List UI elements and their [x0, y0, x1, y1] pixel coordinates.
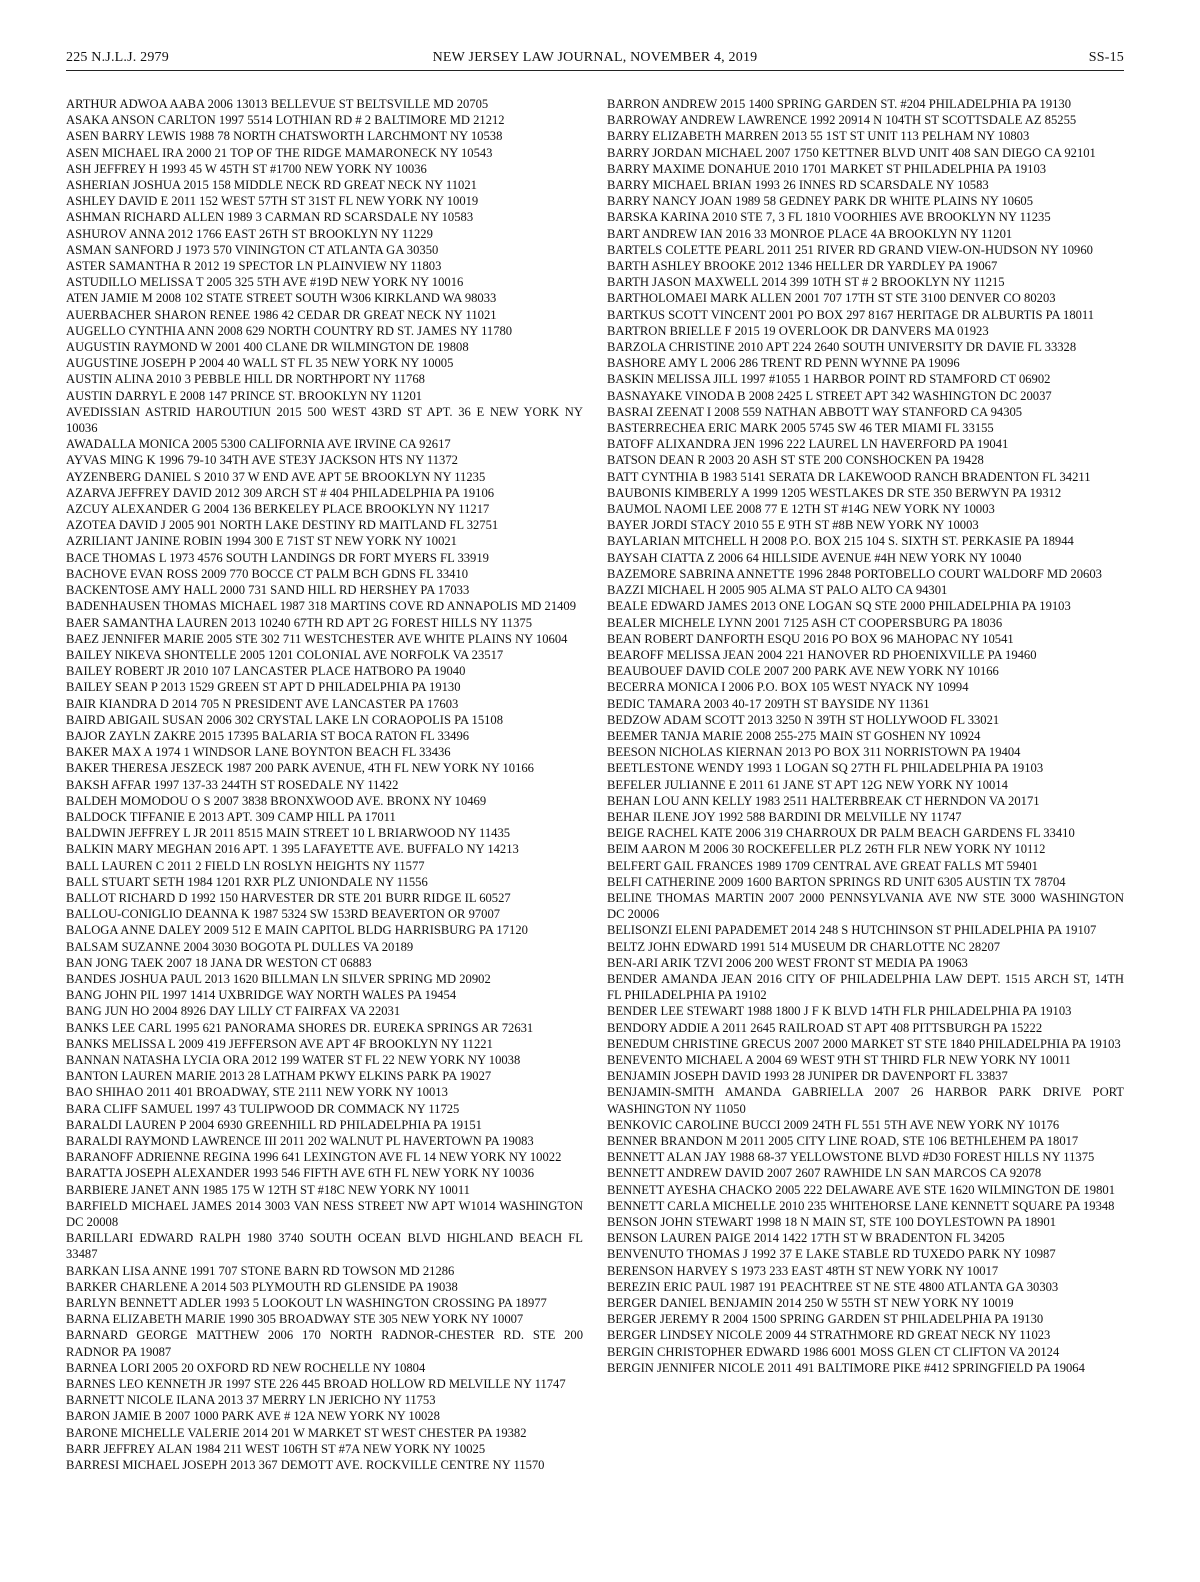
attorney-listing-entry: ASHMAN RICHARD ALLEN 1989 3 CARMAN RD SCARSDALE NY 10583: [66, 210, 474, 225]
attorney-listing-entry: BEIGE RACHEL KATE 2006 319 CHARROUX DR PALM BEACH GARDENS FL 33410: [607, 826, 1075, 841]
attorney-listing-entry: BARALDI RAYMOND LAWRENCE III 2011 202 WALNUT PL HAVERTOWN PA 19083: [66, 1134, 534, 1148]
attorney-listing-entry: BARNA ELIZABETH MARIE 1990 305 BROADWAY STE 305 NEW YORK NY 10007: [66, 1312, 524, 1327]
attorney-listing-entry: BARR JEFFREY ALAN 1984 211 WEST 106TH ST #7A NEW YORK NY 10025: [66, 1441, 486, 1456]
attorney-listing-entry: BERGER LINDSEY NICOLE 2009 44 STRATHMORE RD GREAT NECK NY 11023: [607, 1328, 1051, 1343]
attorney-listing-entry: BART ANDREW IAN 2016 33 MONROE PLACE 4A BROOKLYN NY 11201: [607, 226, 1013, 241]
attorney-listing-entry: BAILEY ROBERT JR 2010 107 LANCASTER PLACE HATBORO PA 19040: [66, 664, 466, 679]
attorney-listing-entry: BENNETT AYESHA CHACKO 2005 222 DELAWARE AVE STE 1620 WILMINGTON DE 19801: [607, 1182, 1115, 1197]
attorney-listing-entry: AUGUSTIN RAYMOND W 2001 400 CLANE DR WILMINGTON DE 19808: [66, 340, 469, 355]
attorney-listing-entry: BEDZOW ADAM SCOTT 2013 3250 N 39TH ST HOLLYWOOD FL 33021: [607, 712, 1000, 727]
attorney-listing-entry: BERENSON HARVEY S 1973 233 EAST 48TH ST NEW YORK NY 10017: [607, 1263, 999, 1278]
attorney-listing-entry: BEIM AARON M 2006 30 ROCKEFELLER PLZ 26TH FLR NEW YORK NY 10112: [607, 842, 1046, 857]
citation: 225 N.J.L.J. 2979: [66, 50, 169, 65]
attorney-listing-entry: BARALDI LAUREN P 2004 6930 GREENHILL RD PHILADELPHIA PA 19151: [66, 1117, 482, 1132]
attorney-listing-entry: AZOTEA DAVID J 2005 901 NORTH LAKE DESTINY RD MAITLAND FL 32751: [66, 518, 499, 533]
attorney-listing-entry: BARNEA LORI 2005 20 OXFORD RD NEW ROCHELLE NY 10804: [66, 1360, 426, 1375]
attorney-listing-entry: BENJAMIN JOSEPH DAVID 1993 28 JUNIPER DR DAVENPORT FL 33837: [607, 1069, 1008, 1084]
attorney-listing-entry: BARA CLIFF SAMUEL 1997 43 TULIPWOOD DR COMMACK NY 11725: [66, 1101, 460, 1116]
attorney-listing-entry: BENNETT ALAN JAY 1988 68-37 YELLOWSTONE BLVD #D30 FOREST HILLS NY 11375: [607, 1150, 1095, 1165]
attorney-listing-entry: BALLOU-CONIGLIO DEANNA K 1987 5324 SW 153RD BEAVERTON OR 97007: [66, 907, 501, 922]
attorney-listing-entry: BARRY MICHAEL BRIAN 1993 26 INNES RD SCARSDALE NY 10583: [607, 178, 989, 193]
attorney-listing-entry: BAJOR ZAYLN ZAKRE 2015 17395 BALARIA ST BOCA RATON FL 33496: [66, 728, 470, 743]
attorney-listing-entry: BARILLARI EDWARD RALPH 1980 3740 SOUTH OCEAN BLVD HIGHLAND BEACH FL 33487: [66, 1231, 583, 1262]
attorney-listing-entry: ATEN JAMIE M 2008 102 STATE STREET SOUTH W306 KIRKLAND WA 98033: [66, 291, 497, 306]
attorney-listing-entry: BEDIC TAMARA 2003 40-17 209TH ST BAYSIDE NY 11361: [607, 696, 930, 711]
attorney-listing-entry: BENDER LEE STEWART 1988 1800 J F K BLVD 14TH FLR PHILADELPHIA PA 19103: [607, 1004, 1072, 1019]
attorney-listing-entry: BENSON LAUREN PAIGE 2014 1422 17TH ST W BRADENTON FL 34205: [607, 1231, 1005, 1246]
attorney-listing-entry: BALDEH MOMODOU O S 2007 3838 BRONXWOOD AVE. BRONX NY 10469: [66, 793, 487, 808]
publication-title: NEW JERSEY LAW JOURNAL, NOVEMBER 4, 2019: [432, 50, 758, 65]
attorney-listing-entry: BAKSH AFFAR 1997 137-33 244TH ST ROSEDALE NY 11422: [66, 777, 399, 792]
attorney-listing-entry: BAUBONIS KIMBERLY A 1999 1205 WESTLAKES DR STE 350 BERWYN PA 19312: [607, 485, 1062, 500]
right-column: [607, 96, 1124, 1546]
attorney-listing-entry: ASEN BARRY LEWIS 1988 78 NORTH CHATSWORTH LARCHMONT NY 10538: [66, 129, 503, 144]
attorney-listing-entry: BARTKUS SCOTT VINCENT 2001 PO BOX 297 8167 HERITAGE DR ALBURTIS PA 18011: [607, 307, 1095, 322]
attorney-listing-entry: BELINE THOMAS MARTIN 2007 2000 PENNSYLVANIA AVE NW STE 3000 WASHINGTON DC 20006: [607, 890, 1124, 922]
attorney-listing-entry: BASHORE AMY L 2006 286 TRENT RD PENN WYNNE PA 19096: [607, 356, 960, 371]
attorney-listing-entry: BENNETT ANDREW DAVID 2007 2607 RAWHIDE LN SAN MARCOS CA 92078: [607, 1166, 1042, 1181]
attorney-listing-entry: ASHERIAN JOSHUA 2015 158 MIDDLE NECK RD GREAT NECK NY 11021: [66, 178, 477, 193]
attorney-listing-entry: BANG JOHN PIL 1997 1414 UXBRIDGE WAY NORTH WALES PA 19454: [66, 988, 457, 1003]
attorney-listing-entry: BALSAM SUZANNE 2004 3030 BOGOTA PL DULLES VA 20189: [66, 939, 414, 954]
attorney-listing-entry: BARNARD GEORGE MATTHEW 2006 170 NORTH RADNOR-CHESTER RD. STE 200 RADNOR PA 19087: [66, 1328, 583, 1359]
attorney-listing-entry: ARTHUR ADWOA AABA 2006 13013 BELLEVUE ST BELTSVILLE MD 20705: [66, 97, 489, 111]
attorney-listing-entry: BARKER CHARLENE A 2014 503 PLYMOUTH RD GLENSIDE PA 19038: [66, 1279, 458, 1294]
attorney-listing-entry: BAZZI MICHAEL H 2005 905 ALMA ST PALO ALTO CA 94301: [607, 583, 948, 598]
attorney-listing-entry: BASTERRECHEA ERIC MARK 2005 5745 SW 46 TER MIAMI FL 33155: [607, 421, 994, 436]
attorney-listing-entry: BANNAN NATASHA LYCIA ORA 2012 199 WATER ST FL 22 NEW YORK NY 10038: [66, 1052, 521, 1067]
attorney-listing-entry: BARTELS COLETTE PEARL 2011 251 RIVER RD GRAND VIEW-ON-HUDSON NY 10960: [607, 242, 1093, 257]
attorney-listing-entry: AZRILIANT JANINE ROBIN 1994 300 E 71ST ST NEW YORK NY 10021: [66, 534, 457, 549]
attorney-listing-entry: BARONE MICHELLE VALERIE 2014 201 W MARKET ST WEST CHESTER PA 19382: [66, 1425, 527, 1440]
attorney-listing-entry: BARRY JORDAN MICHAEL 2007 1750 KETTNER BLVD UNIT 408 SAN DIEGO CA 92101: [607, 145, 1096, 160]
attorney-listing-entry: BERGER DANIEL BENJAMIN 2014 250 W 55TH ST NEW YORK NY 10019: [607, 1296, 1014, 1311]
attorney-listing-entry: BARRON ANDREW 2015 1400 SPRING GARDEN ST. #204 PHILADELPHIA PA 19130: [607, 97, 1072, 111]
attorney-listing-entry: AYVAS MING K 1996 79-10 34TH AVE STE3Y JACKSON HTS NY 11372: [66, 453, 458, 468]
attorney-listing-entry: BATSON DEAN R 2003 20 ASH ST STE 200 CONSHOCKEN PA 19428: [607, 453, 984, 468]
attorney-listing-entry: BARANOFF ADRIENNE REGINA 1996 641 LEXINGTON AVE FL 14 NEW YORK NY 10022: [66, 1150, 562, 1165]
attorney-listing-entry: BEALE EDWARD JAMES 2013 ONE LOGAN SQ STE 2000 PHILADELPHIA PA 19103: [607, 599, 1071, 614]
attorney-listing-entry: BERGER JEREMY R 2004 1500 SPRING GARDEN ST PHILADELPHIA PA 19130: [607, 1312, 1044, 1327]
attorney-listing-entry: BARSKA KARINA 2010 STE 7, 3 FL 1810 VOORHIES AVE BROOKLYN NY 11235: [607, 210, 1051, 225]
attorney-listing-entry: BARFIELD MICHAEL JAMES 2014 3003 VAN NESS STREET NW APT W1014 WASHINGTON DC 20008: [66, 1198, 583, 1230]
attorney-listing-entry: BEAUBOUEF DAVID COLE 2007 200 PARK AVE NEW YORK NY 10166: [607, 664, 999, 679]
attorney-listing-entry: BALLOT RICHARD D 1992 150 HARVESTER DR STE 201 BURR RIDGE IL 60527: [66, 890, 511, 905]
attorney-listing-entry: BAILEY SEAN P 2013 1529 GREEN ST APT D PHILADELPHIA PA 19130: [66, 680, 461, 695]
attorney-listing-entry: BELFI CATHERINE 2009 1600 BARTON SPRINGS RD UNIT 6305 AUSTIN TX 78704: [607, 874, 1066, 889]
attorney-listing-entry: BEHAR ILENE JOY 1992 588 BARDINI DR MELVILLE NY 11747: [607, 809, 962, 824]
attorney-listing-entry: BELFERT GAIL FRANCES 1989 1709 CENTRAL AVE GREAT FALLS MT 59401: [607, 858, 1038, 873]
attorney-listing-entry: BAO SHIHAO 2011 401 BROADWAY, STE 2111 NEW YORK NY 10013: [66, 1085, 448, 1100]
attorney-listing-entry: ASTER SAMANTHA R 2012 19 SPECTOR LN PLAINVIEW NY 11803: [66, 259, 442, 274]
attorney-listing-entry: BEESON NICHOLAS KIERNAN 2013 PO BOX 311 NORRISTOWN PA 19404: [607, 745, 1021, 760]
attorney-listing-entry: BENSON JOHN STEWART 1998 18 N MAIN ST, STE 100 DOYLESTOWN PA 18901: [607, 1215, 1057, 1230]
attorney-listing-entry: BENVENUTO THOMAS J 1992 37 E LAKE STABLE RD TUXEDO PARK NY 10987: [607, 1247, 1056, 1262]
attorney-listing-entry: BARON JAMIE B 2007 1000 PARK AVE # 12A NEW YORK NY 10028: [66, 1409, 440, 1424]
page-number: SS-15: [1088, 50, 1124, 65]
attorney-listing-entry: BANKS MELISSA L 2009 419 JEFFERSON AVE APT 4F BROOKLYN NY 11221: [66, 1036, 493, 1051]
attorney-listing-entry: BAYLARIAN MITCHELL H 2008 P.O. BOX 215 104 S. SIXTH ST. PERKASIE PA 18944: [607, 534, 1074, 549]
attorney-listing-entry: AZCUY ALEXANDER G 2004 136 BERKELEY PLACE BROOKLYN NY 11217: [66, 502, 490, 517]
attorney-listing-entry: BAN JONG TAEK 2007 18 JANA DR WESTON CT 06883: [66, 955, 372, 970]
left-column: [66, 96, 583, 1546]
attorney-listing-entry: BEFELER JULIANNE E 2011 61 JANE ST APT 12G NEW YORK NY 10014: [607, 777, 1008, 792]
attorney-listing-entry: AWADALLA MONICA 2005 5300 CALIFORNIA AVE IRVINE CA 92617: [66, 437, 451, 452]
attorney-listing-entry: BEETLESTONE WENDY 1993 1 LOGAN SQ 27TH FL PHILADELPHIA PA 19103: [607, 761, 1044, 776]
attorney-listing-entry: BAYER JORDI STACY 2010 55 E 9TH ST #8B NEW YORK NY 10003: [607, 518, 979, 533]
attorney-listing-entry: BERGIN JENNIFER NICOLE 2011 491 BALTIMORE PIKE #412 SPRINGFIELD PA 19064: [607, 1360, 1085, 1375]
attorney-listing-entry: BARTRON BRIELLE F 2015 19 OVERLOOK DR DANVERS MA 01923: [607, 323, 989, 338]
attorney-listing-entry: BARNETT NICOLE ILANA 2013 37 MERRY LN JERICHO NY 11753: [66, 1393, 436, 1408]
attorney-listing-entry: BALDWIN JEFFREY L JR 2011 8515 MAIN STREET 10 L BRIARWOOD NY 11435: [66, 826, 511, 841]
attorney-listing-entry: BEREZIN ERIC PAUL 1987 191 PEACHTREE ST NE STE 4800 ATLANTA GA 30303: [607, 1279, 1059, 1294]
attorney-listing-entry: BANTON LAUREN MARIE 2013 28 LATHAM PKWY ELKINS PARK PA 19027: [66, 1069, 492, 1084]
attorney-listing-entry: BARNES LEO KENNETH JR 1997 STE 226 445 BROAD HOLLOW RD MELVILLE NY 11747: [66, 1377, 566, 1392]
attorney-listing-entry: BENNER BRANDON M 2011 2005 CITY LINE ROAD, STE 106 BETHLEHEM PA 18017: [607, 1134, 1079, 1148]
attorney-listing-entry: BARRY NANCY JOAN 1989 58 GEDNEY PARK DR WHITE PLAINS NY 10605: [607, 194, 1033, 209]
attorney-listing-entry: BENKOVIC CAROLINE BUCCI 2009 24TH FL 551 5TH AVE NEW YORK NY 10176: [607, 1117, 1060, 1132]
attorney-listing-entry: BAUMOL NAOMI LEE 2008 77 E 12TH ST #14G NEW YORK NY 10003: [607, 502, 995, 517]
attorney-listing-entry: ASEN MICHAEL IRA 2000 21 TOP OF THE RIDGE MAMARONECK NY 10543: [66, 145, 493, 160]
attorney-listing-entry: ASHUROV ANNA 2012 1766 EAST 26TH ST BROOKLYN NY 11229: [66, 226, 433, 241]
attorney-listing-entry: BAZEMORE SABRINA ANNETTE 1996 2848 PORTOBELLO COURT WALDORF MD 20603: [607, 566, 1102, 581]
attorney-listing-entry: BEALER MICHELE LYNN 2001 7125 ASH CT COOPERSBURG PA 18036: [607, 615, 1003, 630]
attorney-listing-entry: BANDES JOSHUA PAUL 2013 1620 BILLMAN LN SILVER SPRING MD 20902: [66, 971, 491, 986]
attorney-listing-entry: BADENHAUSEN THOMAS MICHAEL 1987 318 MARTINS COVE RD ANNAPOLIS MD 21409: [66, 599, 577, 614]
attorney-listing-entry: BARBIERE JANET ANN 1985 175 W 12TH ST #18C NEW YORK NY 10011: [66, 1182, 470, 1197]
attorney-listing-entry: AUSTIN ALINA 2010 3 PEBBLE HILL DR NORTHPORT NY 11768: [66, 372, 425, 387]
attorney-listing-entry: BARRY MAXIME DONAHUE 2010 1701 MARKET ST PHILADELPHIA PA 19103: [607, 161, 1047, 176]
attorney-listing-entry: BALL LAUREN C 2011 2 FIELD LN ROSLYN HEIGHTS NY 11577: [66, 858, 425, 873]
attorney-listing-entry: AUERBACHER SHARON RENEE 1986 42 CEDAR DR GREAT NECK NY 11021: [66, 307, 497, 322]
attorney-listing-entry: BALKIN MARY MEGHAN 2016 APT. 1 395 LAFAYETTE AVE. BUFFALO NY 14213: [66, 842, 519, 857]
attorney-listing-entry: BARKAN LISA ANNE 1991 707 STONE BARN RD TOWSON MD 21286: [66, 1263, 455, 1278]
attorney-listing-entry: BARTH JASON MAXWELL 2014 399 10TH ST # 2 BROOKLYN NY 11215: [607, 275, 1005, 290]
attorney-listing-entry: AYZENBERG DANIEL S 2010 37 W END AVE APT 5E BROOKLYN NY 11235: [66, 469, 486, 484]
attorney-listing-entry: BEN-ARI ARIK TZVI 2006 200 WEST FRONT ST MEDIA PA 19063: [607, 955, 968, 970]
attorney-listing-entry: ASHLEY DAVID E 2011 152 WEST 57TH ST 31ST FL NEW YORK NY 10019: [66, 194, 479, 209]
attorney-listing-entry: BARTH ASHLEY BROOKE 2012 1346 HELLER DR YARDLEY PA 19067: [607, 259, 998, 274]
attorney-listing-entry: BACE THOMAS L 1973 4576 SOUTH LANDINGS DR FORT MYERS FL 33919: [66, 550, 489, 565]
attorney-listing-entry: BENDORY ADDIE A 2011 2645 RAILROAD ST APT 408 PITTSBURGH PA 15222: [607, 1020, 1043, 1035]
attorney-listing-entry: BAIR KIANDRA D 2014 705 N PRESIDENT AVE LANCASTER PA 17603: [66, 696, 459, 711]
attorney-listing-entry: ASTUDILLO MELISSA T 2005 325 5TH AVE #19D NEW YORK NY 10016: [66, 275, 464, 290]
attorney-listing-entry: BENDER AMANDA JEAN 2016 CITY OF PHILADELPHIA LAW DEPT. 1515 ARCH ST, 14TH FL PHILADELPHIA PA 19102: [607, 971, 1124, 1003]
attorney-listing-entry: AUGELLO CYNTHIA ANN 2008 629 NORTH COUNTRY RD ST. JAMES NY 11780: [66, 323, 513, 338]
attorney-listing-entry: BENEDUM CHRISTINE GRECUS 2007 2000 MARKET ST STE 1840 PHILADELPHIA PA 19103: [607, 1036, 1121, 1051]
attorney-listing-entry: BAYSAH CIATTA Z 2006 64 HILLSIDE AVENUE #4H NEW YORK NY 10040: [607, 550, 1022, 565]
attorney-listing-entry: BASKIN MELISSA JILL 1997 #1055 1 HARBOR POINT RD STAMFORD CT 06902: [607, 372, 1051, 387]
attorney-listing-entry: BARROWAY ANDREW LAWRENCE 1992 20914 N 104TH ST SCOTTSDALE AZ 85255: [607, 113, 1077, 128]
attorney-listing-entry: BANG JUN HO 2004 8926 DAY LILLY CT FAIRFAX VA 22031: [66, 1004, 401, 1019]
attorney-listing-entry: BALL STUART SETH 1984 1201 RXR PLZ UNIONDALE NY 11556: [66, 874, 428, 889]
attorney-listing-entry: BEAN ROBERT DANFORTH ESQU 2016 PO BOX 96 MAHOPAC NY 10541: [607, 631, 1014, 646]
attorney-listing-entry: BARLYN BENNETT ADLER 1993 5 LOOKOUT LN WASHINGTON CROSSING PA 18977: [66, 1296, 547, 1311]
attorney-listing-entry: BAEZ JENNIFER MARIE 2005 STE 302 711 WESTCHESTER AVE WHITE PLAINS NY 10604: [66, 631, 568, 646]
attorney-listing-entry: BASRAI ZEENAT I 2008 559 NATHAN ABBOTT WAY STANFORD CA 94305: [607, 404, 1023, 419]
attorney-listing-entry: BAKER MAX A 1974 1 WINDSOR LANE BOYNTON BEACH FL 33436: [66, 745, 451, 760]
attorney-listing-entry: BATOFF ALIXANDRA JEN 1996 222 LAUREL LN HAVERFORD PA 19041: [607, 437, 1009, 452]
attorney-listing-entry: BANKS LEE CARL 1995 621 PANORAMA SHORES DR. EUREKA SPRINGS AR 72631: [66, 1020, 534, 1035]
attorney-listing-entry: BALOGA ANNE DALEY 2009 512 E MAIN CAPITOL BLDG HARRISBURG PA 17120: [66, 923, 528, 938]
attorney-listing-entry: BENJAMIN-SMITH AMANDA GABRIELLA 2007 26 HARBOR PARK DRIVE PORT WASHINGTON NY 11050: [607, 1085, 1124, 1116]
attorney-listing-entry: BARTHOLOMAEI MARK ALLEN 2001 707 17TH ST STE 3100 DENVER CO 80203: [607, 291, 1056, 306]
attorney-listing-entry: BELISONZI ELENI PAPADEMET 2014 248 S HUTCHINSON ST PHILADELPHIA PA 19107: [607, 923, 1097, 938]
attorney-listing-entry: BAILEY NIKEVA SHONTELLE 2005 1201 COLONIAL AVE NORFOLK VA 23517: [66, 647, 504, 662]
attorney-listing-entry: BARRY ELIZABETH MARREN 2013 55 1ST ST UNIT 113 PELHAM NY 10803: [607, 129, 1030, 144]
attorney-listing-entry: BARATTA JOSEPH ALEXANDER 1993 546 FIFTH AVE 6TH FL NEW YORK NY 10036: [66, 1166, 535, 1181]
attorney-listing-entry: AVEDISSIAN ASTRID HAROUTIUN 2015 500 WEST 43RD ST APT. 36 E NEW YORK NY 10036: [66, 404, 583, 436]
attorney-listing-entry: AZARVA JEFFREY DAVID 2012 309 ARCH ST # 404 PHILADELPHIA PA 19106: [66, 485, 495, 500]
attorney-listing-entry: BACKENTOSE AMY HALL 2000 731 SAND HILL RD HERSHEY PA 17033: [66, 583, 470, 598]
attorney-listing-entry: BARRESI MICHAEL JOSEPH 2013 367 DEMOTT AVE. ROCKVILLE CENTRE NY 11570: [66, 1458, 545, 1473]
attorney-listing-entry: BERGIN CHRISTOPHER EDWARD 1986 6001 MOSS GLEN CT CLIFTON VA 20124: [607, 1344, 1060, 1359]
attorney-listing-entry: BEAROFF MELISSA JEAN 2004 221 HANOVER RD PHOENIXVILLE PA 19460: [607, 647, 1037, 662]
attorney-listing-entry: BASNAYAKE VINODA B 2008 2425 L STREET APT 342 WASHINGTON DC 20037: [607, 388, 1052, 403]
attorney-listing-entry: BATT CYNTHIA B 1983 5141 SERATA DR LAKEWOOD RANCH BRADENTON FL 34211: [607, 469, 1091, 484]
attorney-listing-entry: BALDOCK TIFFANIE E 2013 APT. 309 CAMP HILL PA 17011: [66, 809, 396, 824]
attorney-listing-entry: BENEVENTO MICHAEL A 2004 69 WEST 9TH ST THIRD FLR NEW YORK NY 10011: [607, 1052, 1071, 1067]
attorney-listing-entry: ASH JEFFREY H 1993 45 W 45TH ST #1700 NEW YORK NY 10036: [66, 161, 427, 176]
attorney-listing-entry: BEEMER TANJA MARIE 2008 255-275 MAIN ST GOSHEN NY 10924: [607, 728, 981, 743]
attorney-listing-entry: BAIRD ABIGAIL SUSAN 2006 302 CRYSTAL LAKE LN CORAOPOLIS PA 15108: [66, 712, 504, 727]
attorney-listing-entry: ASMAN SANFORD J 1973 570 VININGTON CT ATLANTA GA 30350: [66, 242, 439, 257]
attorney-listing-entry: AUSTIN DARRYL E 2008 147 PRINCE ST. BROOKLYN NY 11201: [66, 388, 423, 403]
attorney-listing-entry: BARZOLA CHRISTINE 2010 APT 224 2640 SOUTH UNIVERSITY DR DAVIE FL 33328: [607, 340, 1077, 355]
attorney-listing-entry: BAKER THERESA JESZECK 1987 200 PARK AVENUE, 4TH FL NEW YORK NY 10166: [66, 761, 534, 776]
attorney-listing-entry: BENNETT CARLA MICHELLE 2010 235 WHITEHORSE LANE KENNETT SQUARE PA 19348: [607, 1198, 1115, 1213]
attorney-listing-entry: BAER SAMANTHA LAUREN 2013 10240 67TH RD APT 2G FOREST HILLS NY 11375: [66, 615, 532, 630]
attorney-listing-entry: BACHOVE EVAN ROSS 2009 770 BOCCE CT PALM BCH GDNS FL 33410: [66, 566, 469, 581]
attorney-listing-entry: AUGUSTINE JOSEPH P 2004 40 WALL ST FL 35 NEW YORK NY 10005: [66, 356, 454, 371]
page-header: [66, 48, 1124, 71]
attorney-listing-entry: BELTZ JOHN EDWARD 1991 514 MUSEUM DR CHARLOTTE NC 28207: [607, 939, 1001, 954]
attorney-listing-entry: BECERRA MONICA I 2006 P.O. BOX 105 WEST NYACK NY 10994: [607, 680, 969, 695]
attorney-listing-entry: BEHAN LOU ANN KELLY 1983 2511 HALTERBREAK CT HERNDON VA 20171: [607, 793, 1040, 808]
attorney-listing-entry: ASAKA ANSON CARLTON 1997 5514 LOTHIAN RD # 2 BALTIMORE MD 21212: [66, 113, 505, 128]
